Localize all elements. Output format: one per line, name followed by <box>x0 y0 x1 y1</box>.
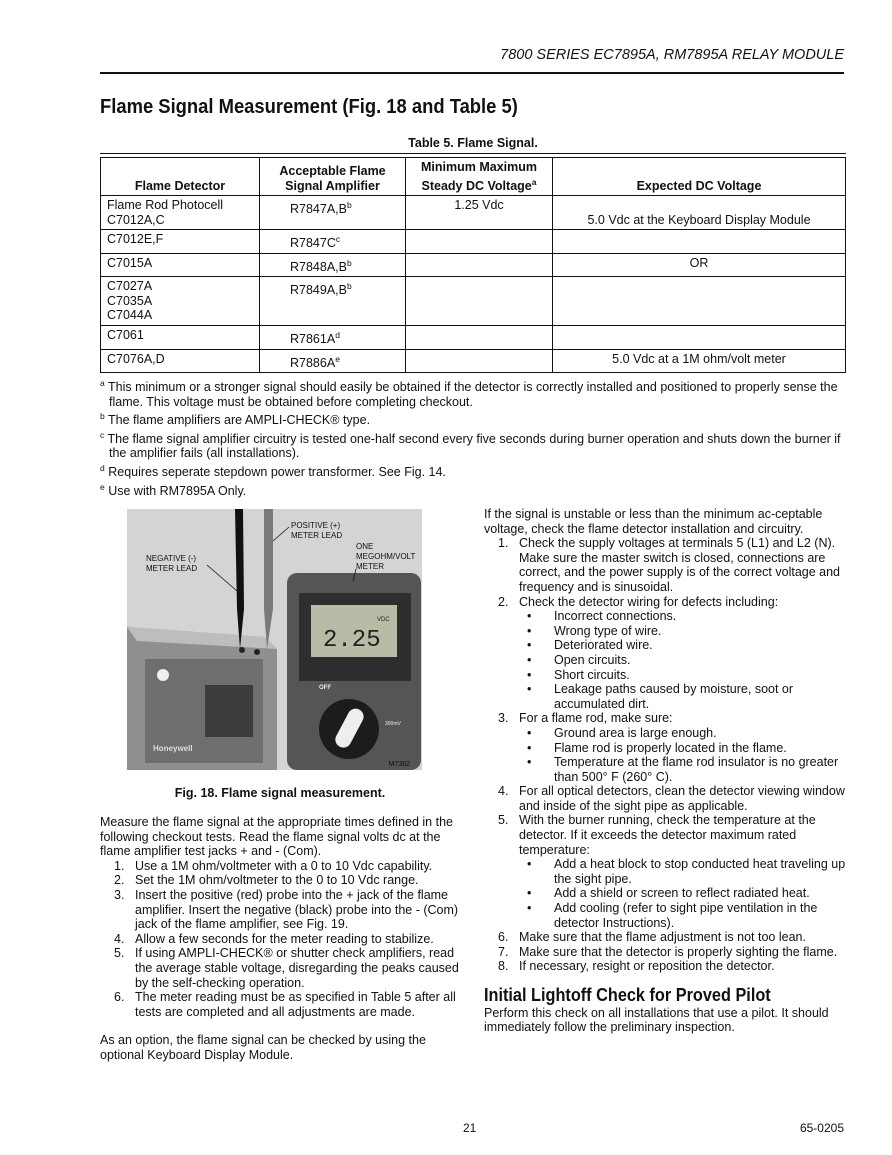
figure-caption: Fig. 18. Flame signal measurement. <box>174 786 386 800</box>
cell-detector <box>101 196 260 230</box>
col-header-min-max-voltage: Minimum Maximum Steady DC Voltage$^a$ <box>406 158 553 196</box>
document-number: 65-0205 <box>799 1121 844 1135</box>
amplifier-model: R7847A,B <box>290 202 347 217</box>
step-item <box>100 946 462 990</box>
footnote <box>100 480 845 499</box>
detector-line: C7012A,C <box>107 212 165 227</box>
step-number: 3. <box>498 711 509 726</box>
flame-signal-table <box>100 157 846 373</box>
step-text: Use a 1M ohm/voltmeter with a 0 to 10 Vdc capability. <box>135 858 433 873</box>
table-row <box>101 196 846 230</box>
step-text: Set the 1M ohm/voltmeter to the 0 to 10 Vdc range. <box>135 873 419 888</box>
right-steps-list <box>484 536 846 974</box>
bullet-item: • Wrong type of wire. <box>484 624 846 639</box>
page-number: 21 <box>463 1121 477 1135</box>
left-option-text: As an option, the flame signal can be checked by using the optional Keyboard Display Module. <box>100 1033 426 1062</box>
detector-line: C7044A <box>107 308 153 323</box>
cell-expected <box>553 325 846 349</box>
bullet-item: • Temperature at the flame rod insulator is no greater than 500° F (260° C). <box>484 755 846 784</box>
right-intro: If the signal is unstable or less than the minimum ac-ceptable voltage, check the flame detector installation and circuitry. <box>484 507 823 536</box>
step-text: For a flame rod, make sure: <box>519 711 673 726</box>
footnote <box>100 409 845 428</box>
step-item <box>100 859 462 874</box>
bullet-item: • Deteriorated wire. <box>484 638 846 653</box>
detector-line: C7061 <box>107 327 144 342</box>
cell-amplifier <box>260 349 406 373</box>
step-item <box>100 990 462 1019</box>
amplifier-model: R7848A,B <box>290 259 347 274</box>
bullet-item: • Leakage paths caused by moisture, soot or accumulated dirt. <box>484 682 846 711</box>
footnote-text: The flame signal amplifier circuitry is tested one-half second every five seconds during burner operation and shuts down the burner if the amplifier fails (all installations). <box>107 431 841 461</box>
table-top-rule <box>100 153 846 154</box>
subheading-text: Perform this check on all installations that use a pilot. It should immediately follow the preliminary inspection. <box>484 1005 829 1035</box>
dial-off-label: OFF <box>319 685 331 691</box>
step-text: Make sure that the detector is properly sighting the flame. <box>519 944 838 959</box>
meter-label-1: ONE <box>356 542 374 551</box>
bullet-list <box>484 609 846 711</box>
positive-lead-label-1: POSITIVE (+) <box>291 521 341 530</box>
amplifier-model: R7849A,B <box>290 283 347 298</box>
subheading: Initial Lightoff Check for Proved Pilot <box>484 984 771 1005</box>
step-text: Check the detector wiring for defects including: <box>519 594 779 609</box>
step-item <box>484 945 846 960</box>
cell-min-voltage <box>406 277 553 326</box>
step-item <box>484 711 846 726</box>
bullet-item: • Add a heat block to stop conducted heat traveling up the sight pipe. <box>484 857 846 886</box>
left-column <box>100 815 462 1063</box>
cell-min-voltage <box>406 253 553 277</box>
meter-unit: VDC <box>377 617 390 623</box>
step-number: 1. <box>114 858 125 873</box>
cell-amplifier <box>260 253 406 277</box>
footnote-text: Requires seperate stepdown power transformer. See Fig. 14. <box>108 465 446 480</box>
cell-expected <box>553 277 846 326</box>
detector-line: C7015A <box>107 255 153 270</box>
detector-line: Flame Rod Photocell <box>107 198 224 213</box>
cell-amplifier <box>260 325 406 349</box>
bullet-item: • Add cooling (refer to sight pipe ventilation in the detector Instructions). <box>484 901 846 930</box>
table-caption: Table 5. Flame Signal. <box>408 136 538 150</box>
col-header-expected: Expected DC Voltage <box>553 158 846 196</box>
expected-value: 5.0 Vdc at a 1M ohm/volt meter <box>612 351 786 366</box>
step-number: 5. <box>114 946 125 961</box>
bullet-list <box>484 857 846 930</box>
cell-amplifier <box>260 277 406 326</box>
bullet-list <box>484 726 846 784</box>
footnote-mark: b <box>346 257 352 268</box>
meter-reading: 2.25 <box>323 627 381 654</box>
step-item <box>484 813 846 857</box>
cell-detector <box>101 325 260 349</box>
step-item <box>484 595 846 610</box>
cell-amplifier <box>260 196 406 230</box>
cell-expected <box>553 230 846 254</box>
table-row <box>101 325 846 349</box>
dial-range-label: 300mV <box>385 721 401 727</box>
amplifier-model: R7847C <box>290 236 336 251</box>
step-item <box>100 888 462 932</box>
step-number: 4. <box>498 784 509 799</box>
table-row <box>101 277 846 326</box>
amplifier-model: R7886A <box>290 355 336 370</box>
footnote-letter: e <box>100 481 105 492</box>
footnote-letter: d <box>100 462 105 473</box>
left-intro: Measure the flame signal at the appropriate times defined in the following checkout tests. Read the flame signal volts dc at the flame amplifier test jacks + and - (Com). <box>100 815 453 859</box>
step-text: The meter reading must be as specified in Table 5 after all tests are completed and all adjustments are made. <box>135 990 456 1019</box>
step-text: For all optical detectors, clean the detector viewing window and inside of the sight pipe as applicable. <box>519 784 845 813</box>
cell-min-voltage <box>406 230 553 254</box>
section-title: Flame Signal Measurement (Fig. 18 and Table 5) <box>100 96 518 118</box>
meter-label-3: METER <box>356 562 384 571</box>
right-column <box>484 507 846 1035</box>
bullet-item: • Open circuits. <box>484 653 846 668</box>
table-body <box>101 196 846 373</box>
detector-line: C7027A <box>107 279 153 294</box>
cell-expected <box>553 196 846 230</box>
expected-value: OR <box>689 255 709 270</box>
footnote-letter: b <box>100 411 105 422</box>
step-number: 6. <box>114 990 125 1005</box>
step-text: If necessary, resight or reposition the detector. <box>519 959 775 974</box>
step-number: 2. <box>498 594 509 609</box>
table-header-row <box>101 158 846 196</box>
step-item <box>100 873 462 888</box>
footnote-mark: d <box>335 329 340 340</box>
step-text: With the burner running, check the temperature at the detector. If it exceeds the detector maximum rated temperature: <box>519 813 816 857</box>
table-row <box>101 349 846 373</box>
brand-label: Honeywell <box>153 744 193 753</box>
footnote <box>100 428 845 461</box>
bullet-item: • Flame rod is properly located in the flame. <box>484 741 846 756</box>
bullet-item: • Add a shield or screen to reflect radiated heat. <box>484 886 846 901</box>
step-item <box>484 930 846 945</box>
cell-detector <box>101 349 260 373</box>
amplifier-model: R7861A <box>290 332 336 347</box>
cell-amplifier <box>260 230 406 254</box>
left-steps-list <box>100 859 462 1020</box>
negative-lead-label-1: NEGATIVE (-) <box>146 554 197 563</box>
step-item <box>100 932 462 947</box>
step-text: Allow a few seconds for the meter reading to stabilize. <box>135 931 434 946</box>
header-rule <box>100 72 844 74</box>
footnote-text: This minimum or a stronger signal should easily be obtained if the detector is correctly installed and positioned to properly sense the flame. This voltage must be obtained before completing checkout. <box>107 380 838 409</box>
running-header: 7800 SERIES EC7895A, RM7895A RELAY MODULE <box>500 47 844 63</box>
detector-line: C7035A <box>107 293 153 308</box>
col-header-detector: Flame Detector <box>101 158 260 196</box>
footnote-mark: b <box>346 281 352 292</box>
step-item <box>484 784 846 813</box>
footnote-text: Use with RM7895A Only. <box>108 483 247 498</box>
positive-lead-label-2: METER LEAD <box>291 531 343 540</box>
flame-signal-figure <box>127 509 422 770</box>
step-number: 4. <box>114 931 125 946</box>
step-number: 1. <box>498 536 509 551</box>
step-number: 5. <box>498 813 509 828</box>
step-number: 3. <box>114 887 125 902</box>
cell-expected <box>553 253 846 277</box>
cell-detector <box>101 277 260 326</box>
step-item <box>484 959 846 974</box>
meter-label-2: MEGOHM/VOLT <box>356 552 416 561</box>
table-footnotes <box>100 376 845 498</box>
footnote-letter: c <box>100 429 105 440</box>
footnote <box>100 376 845 409</box>
cell-min-voltage: 1.25 Vdc <box>406 196 553 230</box>
footnote-letter: a <box>100 378 105 388</box>
detector-line: C7012E,F <box>107 232 164 247</box>
step-number: 2. <box>114 873 125 888</box>
meter-illustration <box>127 509 422 770</box>
bullet-item: • Short circuits. <box>484 668 846 683</box>
step-text: Make sure that the flame adjustment is not too lean. <box>519 930 806 945</box>
col-header-amplifier: Acceptable Flame Signal Amplifier <box>260 158 406 196</box>
cell-detector <box>101 253 260 277</box>
cell-min-voltage <box>406 325 553 349</box>
table-row <box>101 230 846 254</box>
negative-lead-label-2: METER LEAD <box>146 564 198 573</box>
figure-id: M7382 <box>388 761 410 768</box>
cell-min-voltage <box>406 349 553 373</box>
step-text: If using AMPLI-CHECK® or shutter check amplifiers, read the average stable voltage, disregarding the peaks caused by the self-checking operation. <box>135 946 459 990</box>
footnote-text: The flame amplifiers are AMPLI-CHECK® type. <box>107 413 371 428</box>
bullet-item: • Incorrect connections. <box>484 609 846 624</box>
cell-detector <box>101 230 260 254</box>
step-number: 7. <box>498 944 509 959</box>
bullet-item: • Ground area is large enough. <box>484 726 846 741</box>
footnote-mark: b <box>346 200 352 211</box>
footnote <box>100 461 845 480</box>
table-row <box>101 253 846 277</box>
step-item <box>484 536 846 594</box>
footnote-mark: c <box>335 234 341 245</box>
cell-expected <box>553 349 846 373</box>
detector-line: C7076A,D <box>107 351 165 366</box>
expected-line-2: 5.0 Vdc at the Keyboard Display Module <box>587 212 811 227</box>
footnote-mark: e <box>335 353 340 364</box>
step-text: Check the supply voltages at terminals 5 (L1) and L2 (N). Make sure the master switch is closed, connections are correct, and the power supply is of the correct voltage and frequency and is sinusoidal. <box>519 536 841 594</box>
step-text: Insert the positive (red) probe into the + jack of the flame amplifier. Insert the negative (black) probe into the - (Com) jack of the flame amplifier, see Fig. 19. <box>135 887 459 932</box>
step-number: 6. <box>498 930 509 945</box>
step-number: 8. <box>498 959 509 974</box>
